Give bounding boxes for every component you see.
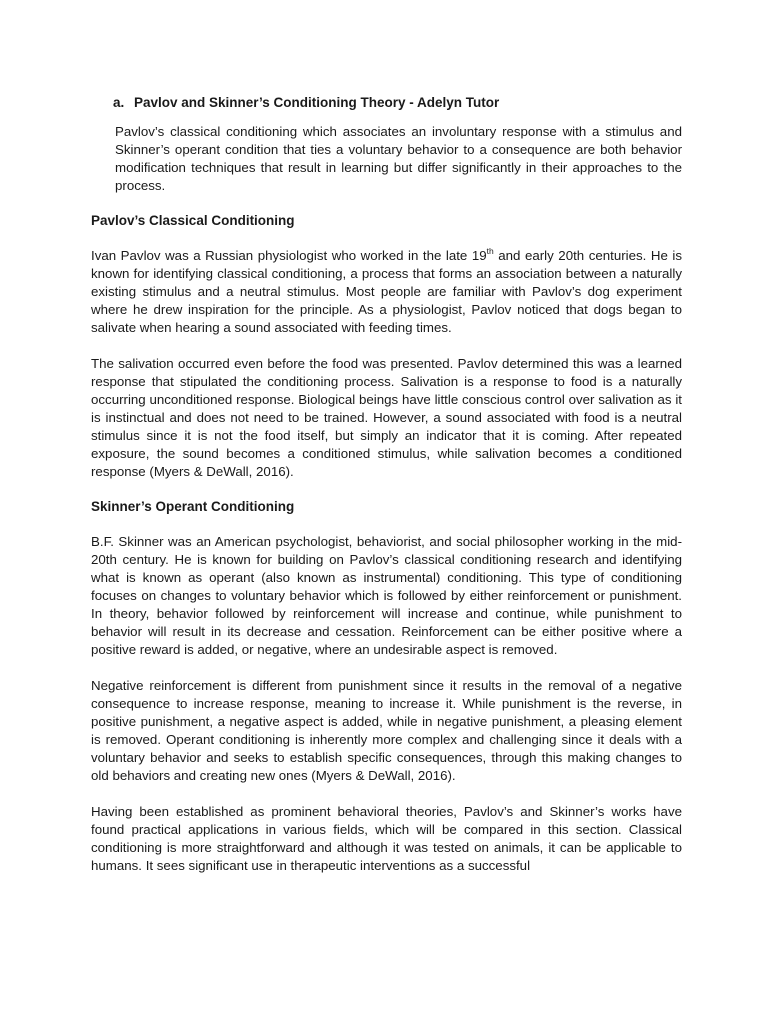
pavlov-p1-after: and early 20th centuries. He is known for identifying classical conditioning, a process that forms an association between a naturally existing stimulus and a neutral stimulus. Most people are familiar with Pavlov’s dog experiment where he drew inspiration for the principle. As a physiologist, Pavlov noticed that dogs began to salivate when hearing a sound associated with feeding times. [91, 248, 682, 335]
skinner-paragraph-1: B.F. Skinner was an American psychologist, behaviorist, and social philosopher working in the mid-20th century. He is known for building on Pavlov’s classical conditioning research and identifying what is known as operant (also known as instrumental) conditioning. This type of conditioning focuses on changes to voluntary behavior which is followed by either reinforcement or punishment. In theory, behavior followed by reinforcement will increase and continue, while punishment to behavior will result in its decrease and cessation. Reinforcement can be either positive where a positive reward is added, or negative, where an undesirable aspect is removed. [91, 534, 682, 657]
intro-heading-text: Pavlov and Skinner’s Conditioning Theory - Adelyn Tutor [134, 95, 500, 110]
pavlov-heading: Pavlov’s Classical Conditioning [91, 213, 295, 228]
intro-heading [113, 94, 682, 112]
superscript: th [486, 245, 494, 256]
pavlov-p1-before: Ivan Pavlov was a Russian physiologist who worked in the late 19 [91, 248, 487, 263]
pavlov-paragraph-2: The salivation occurred even before the food was presented. Pavlov determined this was a learned response that stipulated the conditioning process. Salivation is a response to food is a naturally occurring unconditioned response. Biological beings have little conscious control over salivation as it is instinctual and does not need to be trained. However, a sound associated with food is a neutral stimulus since it is not the food itself, but simply an indicator that it is coming. After repeated exposure, the sound becomes a conditioned stimulus, while salivation becomes a conditioned response (Myers & DeWall, 2016). [91, 356, 682, 479]
skinner-heading: Skinner’s Operant Conditioning [91, 499, 295, 514]
skinner-paragraph-3: Having been established as prominent behavioral theories, Pavlov’s and Skinner’s works have found practical applications in various fields, which will be compared in this section. Classical conditioning is more straightforward and although it was tested on animals, it can be applicable to humans. It sees significant use in therapeutic interventions as a successful [91, 804, 682, 873]
pavlov-paragraph-1 [91, 247, 682, 337]
list-marker: a. [113, 95, 125, 110]
skinner-paragraph-2: Negative reinforcement is different from punishment since it results in the removal of a negative consequence to increase response, meaning to increase it. While punishment is the reverse, in positive punishment, a negative aspect is added, while in negative punishment, a pleasing element is removed. Operant conditioning is inherently more complex and challenging since it deals with a voluntary behavior and seeks to establish specific consequences, through this making changes to old behaviors and creating new ones (Myers & DeWall, 2016). [91, 678, 682, 783]
intro-paragraph: Pavlov’s classical conditioning which associates an involuntary response with a stimulus and Skinner’s operant condition that ties a voluntary behavior to a consequence are both behavior modification techniques that result in learning but differ significantly in their approaches to the process. [115, 124, 682, 193]
